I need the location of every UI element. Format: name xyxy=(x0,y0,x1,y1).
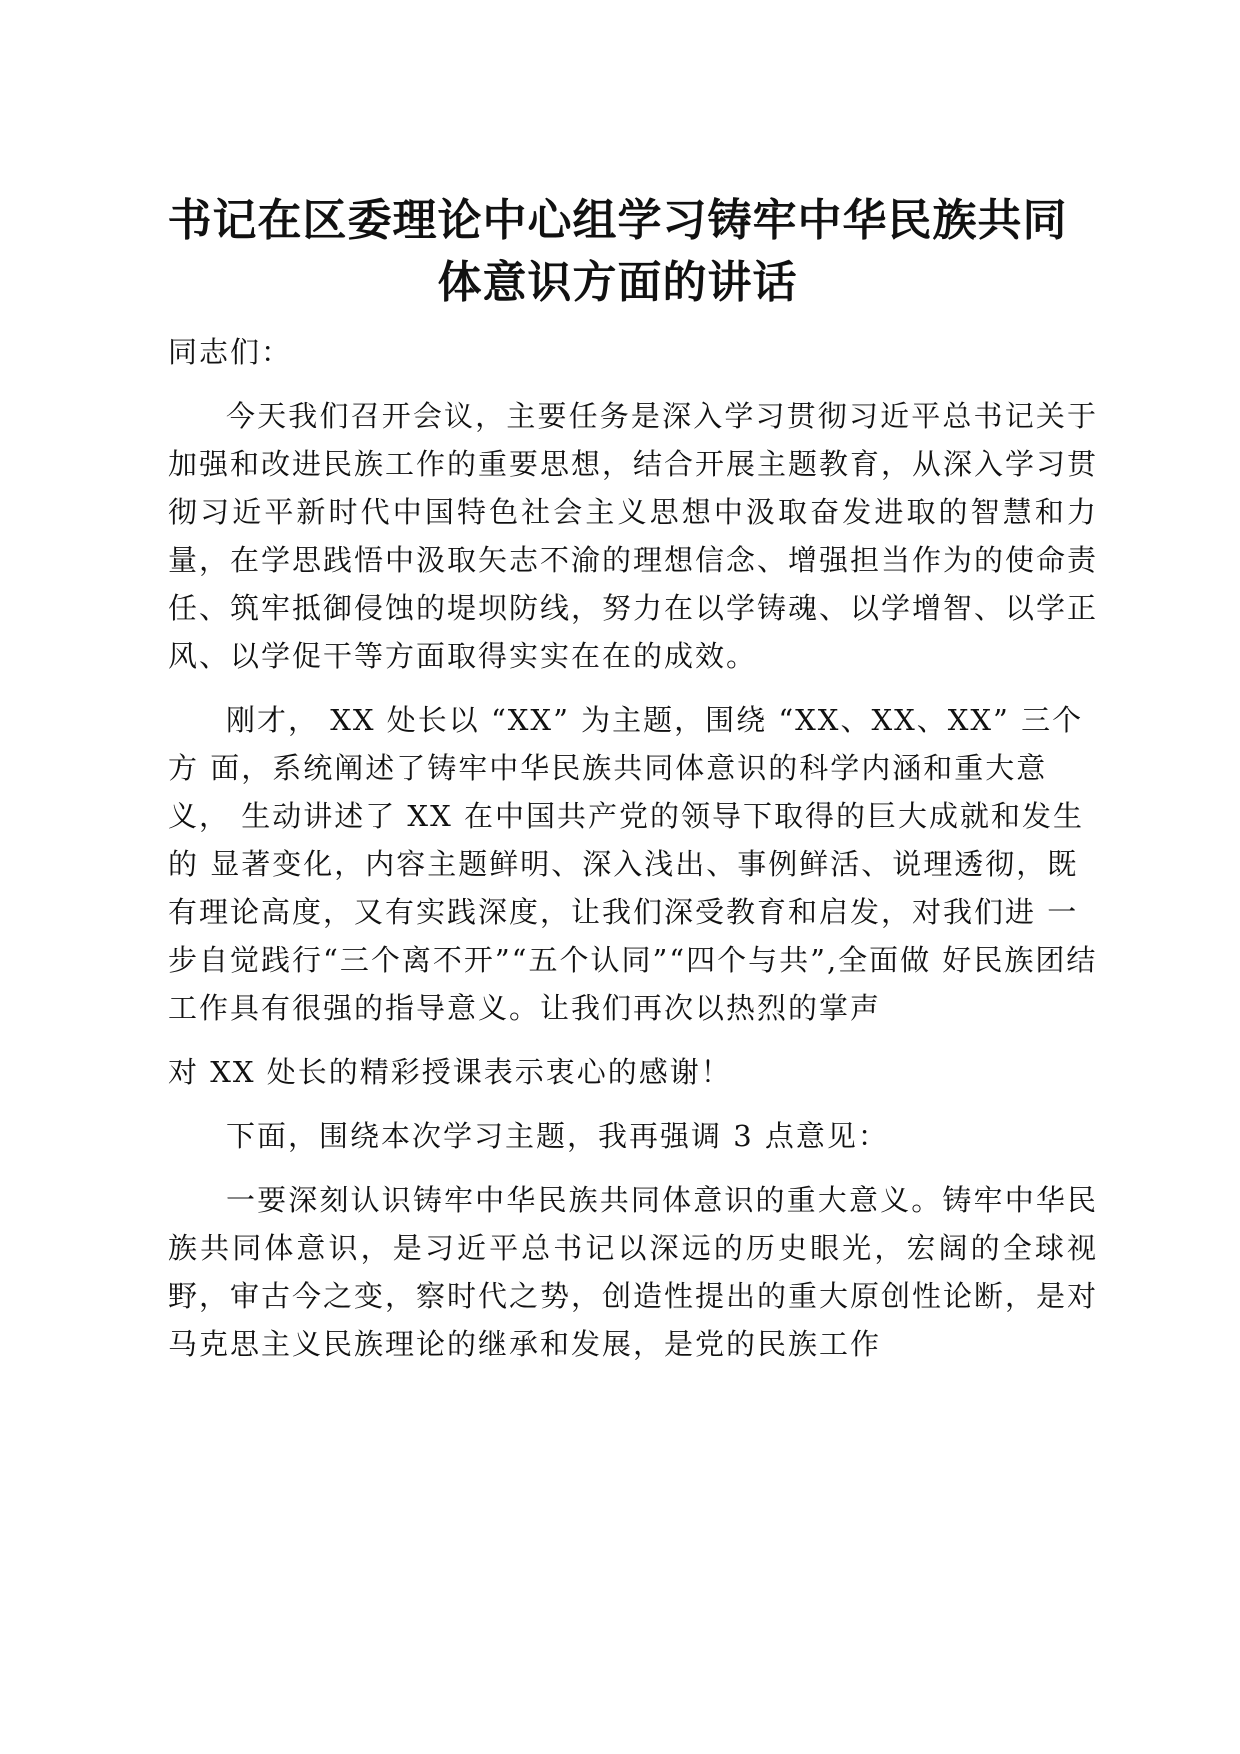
paragraph-opening: 今天我们召开会议，主要任务是深入学习贯彻习近平总书记关于加强和改进民族工作的重要思想，结合开展主题教育，从深入学习贯彻习近平新时代中国特色社会主义思想中汲取奋发进取的智慧和力量，在学思践悟中汲取矢志不渝的理想信念、增强担当作为的使命责任、筑牢抵御侵蚀的堤坝防线，努力在以学铸魂、以学增智、以学正风、以学促干等方面取得实实在在的成效。 xyxy=(168,399,1099,673)
paragraph-review: 刚才， XX 处长以 “XX” 为主题，围绕 “XX、XX、XX” 三个方 面，系统阐述了铸牢中华民族共同体意识的科学内涵和重大意义， 生动讲述了 XX 在中国共产党的领导下取得的巨大成就和发生的 显著变化，内容主题鲜明、深入浅出、事例鲜活、说理透彻，既 有理论高度，又有实践深度，让我们深受教育和启发，对我们进 一步自觉践行“三个离不开”“五个认同”“四个与共”,全面做 好民族团结工作具有很强的指导意义。让我们再次以热烈的掌声 xyxy=(168,703,1098,1025)
paragraph-thanks: 对 XX 处长的精彩授课表示衷心的感谢！ xyxy=(168,1055,732,1089)
salutation: 同志们： xyxy=(168,335,293,369)
document-title: 书记在区委理论中心组学习铸牢中华民族共同体意识方面的讲话 xyxy=(167,195,1068,308)
document-body xyxy=(168,328,1098,1384)
paragraph-transition: 下面，围绕本次学习主题，我再强调 3 点意见： xyxy=(226,1119,889,1153)
paragraph-point-one: 一要深刻认识铸牢中华民族共同体意识的重大意义。铸牢中华民族共同体意识，是习近平总书记以深远的历史眼光，宏阔的全球视野，审古今之变，察时代之势，创造性提出的重大原创性论断，是对马克思主义民族理论的继承和发展，是党的民族工作 xyxy=(168,1183,1099,1361)
